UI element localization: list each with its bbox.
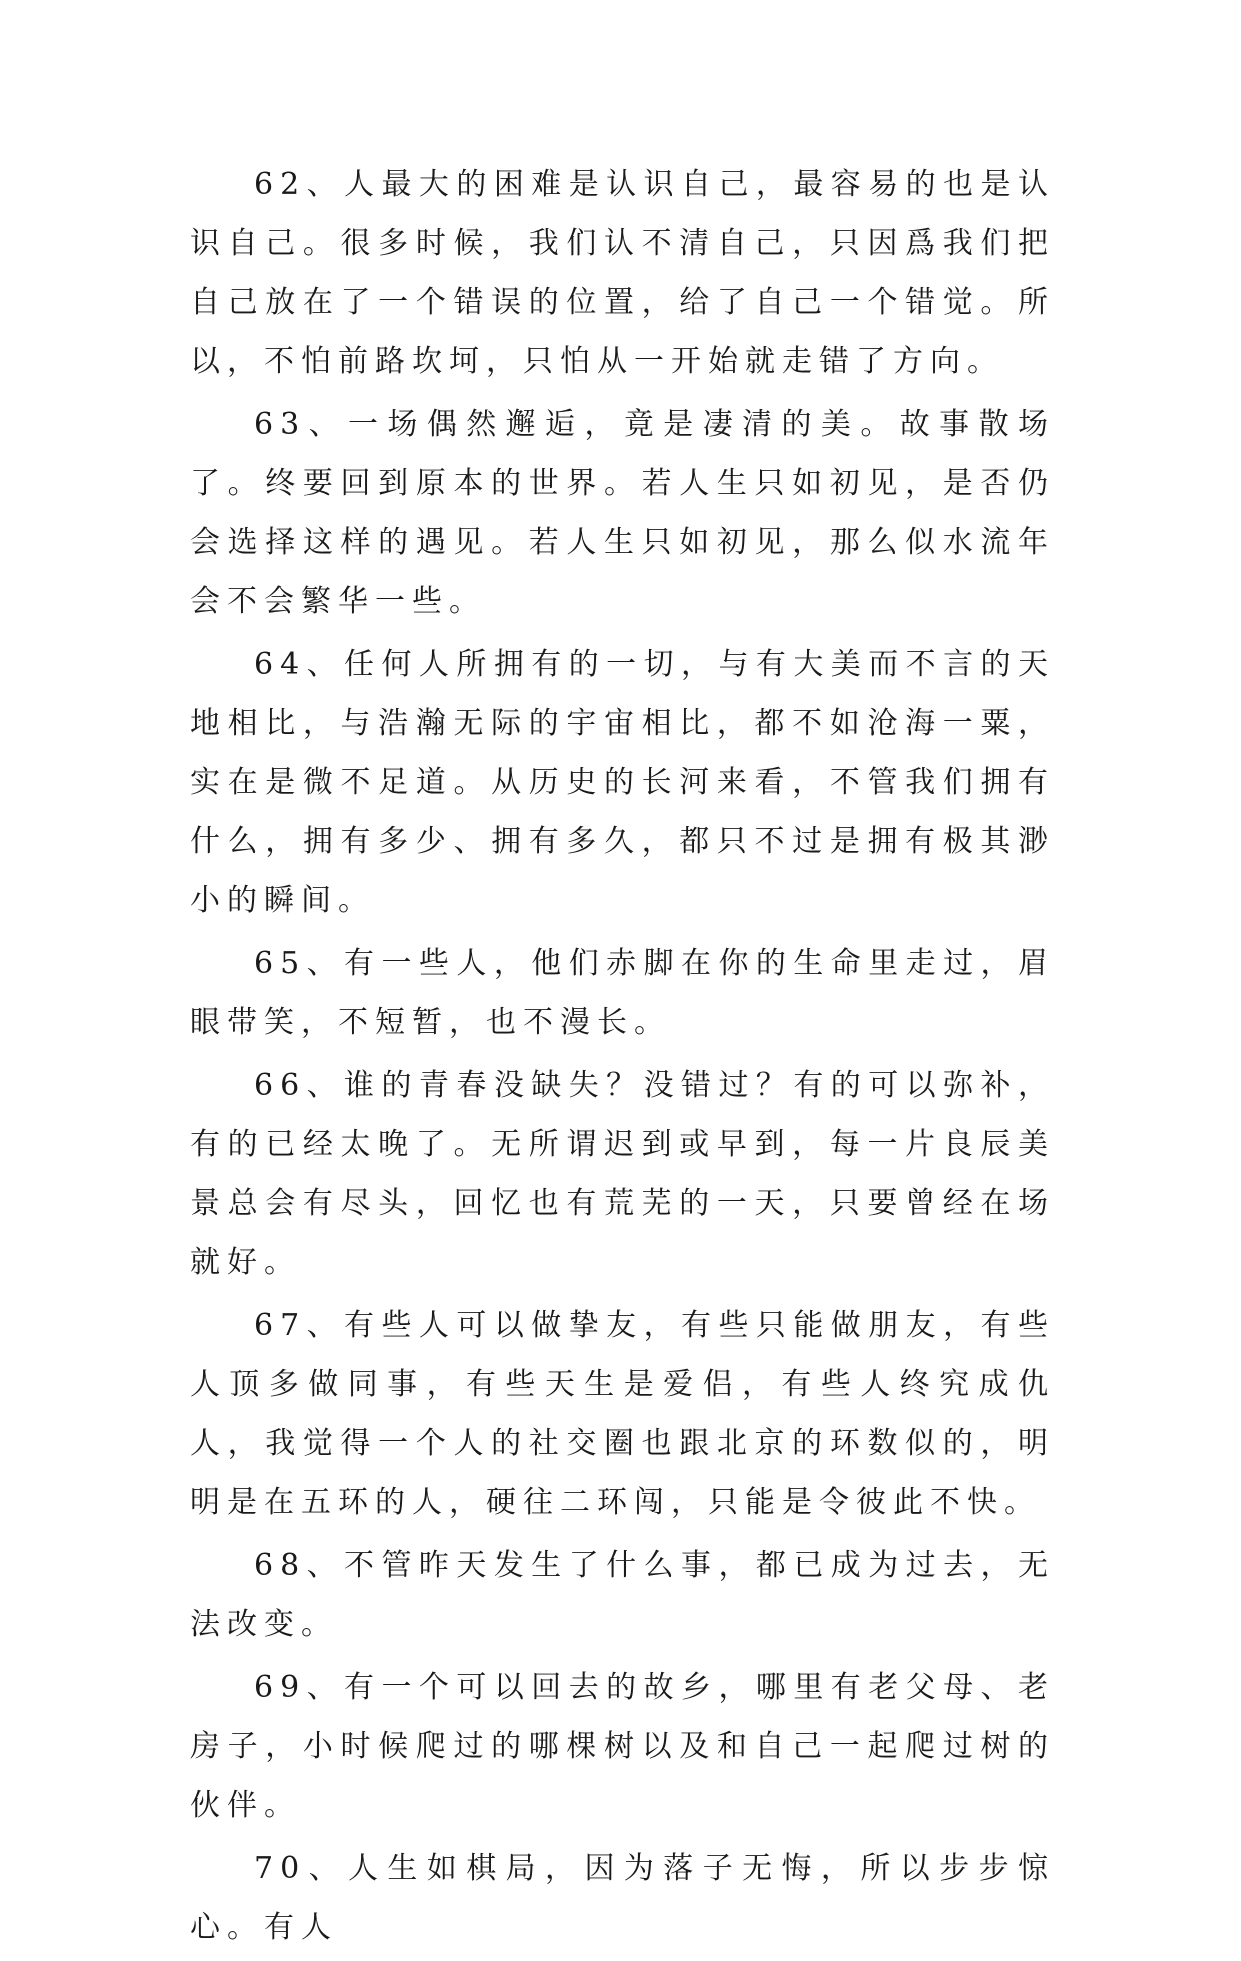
document-body — [190, 155, 1055, 1961]
paragraph-66: 66、谁的青春没缺失？没错过？有的可以弥补，有的已经太晚了。无所谓迟到或早到，每一片良辰美景总会有尽头，回忆也有荒芜的一天，只要曾经在场就好。 — [190, 1068, 1055, 1280]
paragraph-70: 70、人生如棋局，因为落子无悔，所以步步惊心。有人 — [190, 1851, 1055, 1945]
paragraph-64: 64、任何人所拥有的一切，与有大美而不言的天地相比，与浩瀚无际的宇宙相比，都不如沧海一粟，实在是微不足道。从历史的长河来看，不管我们拥有什么，拥有多少、拥有多久，都只不过是拥有极其渺小的瞬间。 — [190, 647, 1055, 918]
paragraph-67: 67、有些人可以做挚友，有些只能做朋友，有些人顶多做同事，有些天生是爱侣，有些人终究成仇人，我觉得一个人的社交圈也跟北京的环数似的，明明是在五环的人，硬往二环闯，只能是令彼此不快。 — [190, 1308, 1055, 1520]
paragraph-65: 65、有一些人，他们赤脚在你的生命里走过，眉眼带笑，不短暂，也不漫长。 — [190, 946, 1055, 1040]
paragraph-69: 69、有一个可以回去的故乡，哪里有老父母、老房子，小时候爬过的哪棵树以及和自己一起爬过树的伙伴。 — [190, 1670, 1055, 1823]
paragraph-63: 63、一场偶然邂逅，竟是凄清的美。故事散场了。终要回到原本的世界。若人生只如初见，是否仍会选择这样的遇见。若人生只如初见，那么似水流年会不会繁华一些。 — [190, 407, 1055, 619]
paragraph-62: 62、人最大的困难是认识自己，最容易的也是认识自己。很多时候，我们认不清自己，只因爲我们把自己放在了一个错误的位置，给了自己一个错觉。所以，不怕前路坎坷，只怕从一开始就走错了方向。 — [190, 167, 1055, 379]
paragraph-68: 68、不管昨天发生了什么事，都已成为过去，无法改变。 — [190, 1548, 1055, 1642]
